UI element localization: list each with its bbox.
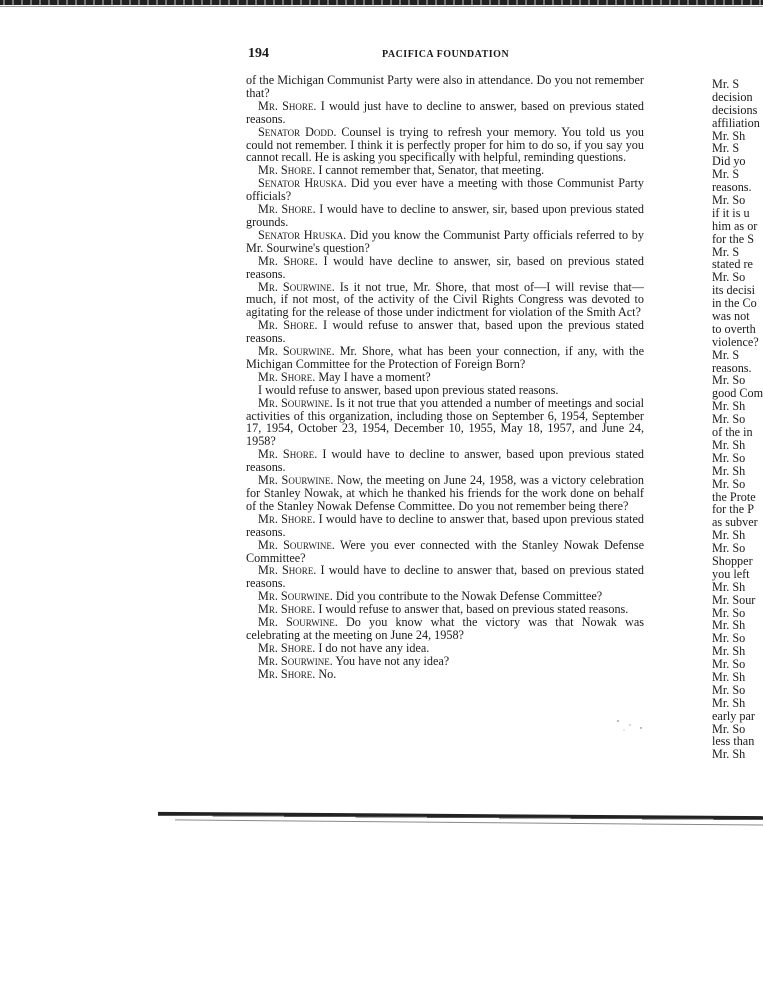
fragment-line: Mr. S [712, 78, 740, 91]
fragment-line: Did yo [712, 154, 746, 169]
speech-text: Do you know what the victory was that Nowak was celebrating at the meeting on June 24, 1958? [246, 615, 644, 642]
fragment-line: in the Co [712, 296, 757, 311]
speaker-name: Mr. Shore. [258, 447, 318, 462]
speaker-name: Mr. Sourwine. [258, 279, 335, 294]
fragment-line: Mr. So [712, 193, 746, 208]
fragment-line: was not [712, 309, 750, 324]
fragment-line: for the P [712, 502, 754, 517]
speech-text: You have not any idea? [335, 653, 450, 668]
speaker-name: Senator Hruska. [258, 227, 347, 242]
speaker-name: Senator Dodd. [258, 124, 337, 139]
fragment-line: reasons. [712, 360, 752, 375]
speaker-name: Mr. Shore. [258, 98, 317, 113]
scan-specks [610, 716, 650, 734]
fragment-line: Mr. Sh [712, 128, 746, 143]
fragment-line: Mr. So [712, 541, 746, 556]
page-number: 194 [248, 46, 269, 61]
fragment-line: Shopper [712, 553, 753, 568]
speech-text: Mr. Shore, what has been your connection, if any, with the Michigan Committee for the Protection of Foreign Born? [246, 344, 644, 371]
fragment-line: Mr. S [712, 347, 740, 362]
speaker-name: Mr. Shore. [258, 563, 317, 578]
fragment-line: less than [712, 734, 755, 749]
speaker-name: Mr. Shore. [258, 602, 316, 617]
speech-text: I would have to decline to answer that, based on previous stated reasons. [246, 563, 644, 591]
transcript-paragraph [246, 100, 644, 126]
speech-text: I would have to decline to answer, based upon previous stated reasons. [246, 447, 645, 475]
fragment-line: Mr. Sh [712, 399, 746, 414]
speech-text: Did you know the Communist Party officials referred to by Mr. Sourwine's question? [246, 227, 644, 255]
speaker-name: Senator Hruska. [258, 176, 347, 191]
speaker-name: Mr. Sourwine. [258, 395, 333, 410]
speech-text: I would have to decline to answer, sir, based upon previous stated grounds. [246, 202, 645, 229]
transcript-paragraph [246, 203, 644, 229]
transcript-paragraph [246, 564, 644, 590]
speaker-name: Mr. Shore. [258, 369, 316, 384]
fragment-line: Mr. So [712, 721, 746, 736]
transcript-paragraph [246, 74, 644, 100]
fragment-line: Mr. Sh [712, 579, 746, 594]
speaker-name: Mr. Sourwine. [258, 537, 335, 552]
transcript-paragraph [246, 345, 644, 371]
fragment-line: decisions [712, 102, 758, 117]
speech-text: I cannot remember that, Senator, that meeting. [318, 163, 545, 178]
fragment-line: early par [712, 708, 755, 723]
speaker-name: Mr. Shore. [258, 511, 316, 526]
speech-text: Did you ever have a meeting with those Communist Party officials? [246, 176, 644, 204]
fragment-line: stated re [712, 257, 753, 272]
transcript-paragraph [246, 255, 644, 281]
speech-text: I would have decline to answer, sir, based on previous stated reasons. [246, 253, 645, 281]
speech-text: I do not have any idea. [318, 640, 430, 655]
fragment-line: Mr. So [712, 682, 746, 697]
fragment-line: good Com [712, 386, 763, 401]
fragment-line: Mr. Sh [712, 618, 746, 633]
speech-text: May I have a moment? [318, 369, 431, 384]
speaker-name: Mr. Shore. [258, 202, 316, 217]
fragment-line: Mr. So [712, 631, 746, 646]
speech-text: I would have to decline to answer that, based upon previous stated reasons. [246, 511, 644, 539]
speech-text: I would refuse to answer that, based on previous stated reasons. [318, 602, 629, 617]
fragment-line: decision [712, 89, 753, 104]
transcript-paragraph [246, 513, 644, 539]
transcript-paragraph [246, 126, 644, 165]
transcript-paragraph [246, 319, 644, 345]
fragment-line: Mr. Sh [712, 437, 746, 452]
fragment-line: as subver [712, 515, 758, 530]
transcript-paragraph [246, 668, 644, 681]
fragment-line: Mr. So [712, 605, 746, 620]
transcript-paragraph [246, 397, 644, 449]
speaker-name: Mr. Shore. [258, 253, 318, 268]
speech-text: Is it not true that you attended a number of meetings and social activities of this organization, including those on September 6, 1954, September 17, 1954, October 23, 1954, December 10, 1955, May 18, 1957, and June 24, 1958? [246, 395, 644, 449]
speaker-name: Mr. Sourwine. [258, 344, 335, 359]
fragment-line: Mr. Sour [712, 592, 756, 607]
fragment-line: Mr. Sh [712, 747, 746, 762]
fragment-line: if it is u [712, 205, 750, 220]
transcript-paragraph [246, 229, 644, 255]
speech-text: No. [318, 666, 337, 681]
fragment-line: Mr. S [712, 141, 740, 156]
speaker-name: Mr. Sourwine. [258, 473, 334, 488]
transcript-paragraph [246, 539, 644, 565]
speech-text: I would refuse to answer that, based upon the previous stated reasons. [246, 318, 645, 346]
speech-text: I would refuse to answer, based upon previous stated reasons. [258, 382, 559, 397]
fragment-line: Mr. So [712, 373, 746, 388]
fragment-line: reasons. [712, 180, 752, 195]
speech-text: of the Michigan Communist Party were also in attendance. Do you not remember that? [246, 73, 644, 100]
transcript-paragraph [246, 616, 644, 642]
fragment-line: you left [712, 566, 750, 581]
fragment-line: the Prote [712, 489, 756, 504]
speaker-name: Mr. Sourwine. [258, 653, 333, 668]
fragment-line: Mr. So [712, 450, 746, 465]
top-border-rule [0, 0, 763, 5]
transcript-paragraph [246, 177, 644, 203]
speech-text: Were you ever connected with the Stanley Nowak Defense Committee? [246, 537, 644, 565]
fragment-line: Mr. Sh [712, 644, 746, 659]
running-head: PACIFICA FOUNDATION [382, 49, 510, 60]
speaker-name: Mr. Sourwine. [258, 589, 333, 604]
fragment-line: violence? [712, 334, 759, 349]
top-border-hairline [0, 6, 763, 7]
transcript-paragraph [246, 474, 644, 513]
speech-text: Did you contribute to the Nowak Defense Committee? [335, 589, 603, 604]
transcript-paragraph [246, 281, 644, 320]
fragment-line: Mr. Sh [712, 669, 746, 684]
fragment-line: Mr. Sh [712, 463, 746, 478]
fragment-line: Mr. So [712, 270, 746, 285]
fragment-line: for the S [712, 231, 754, 246]
speaker-name: Mr. Shore. [258, 666, 316, 681]
fragment-line: of the in [712, 425, 753, 440]
fragment-line: Mr. Sh [712, 528, 746, 543]
speech-text: Now, the meeting on June 24, 1958, was a victory celebration for Stanley Nowak, at which he thanked his friends for the work done on behalf of the Stanley Nowak Defense Committee. Do you not remember being there? [246, 473, 644, 513]
fragment-line: him as or [712, 218, 758, 233]
fragment-line: Mr. S [712, 244, 740, 259]
fragment-line: Mr. So [712, 476, 746, 491]
adjacent-page-fragments [712, 78, 763, 761]
speaker-name: Mr. Shore. [258, 318, 318, 333]
fragment-line: its decisi [712, 283, 755, 298]
speech-text: Counsel is trying to refresh your memory. You told us you could not remember. I think it is perfectly proper for him to do so, if you say you cannot recall. He is asking you specifically with helpful, reminding questions. [246, 124, 644, 165]
fragment-line: Mr. So [712, 657, 746, 672]
fragment-line: Mr. S [712, 167, 740, 182]
fragment-line: Mr. Sh [712, 695, 746, 710]
transcript-column [246, 74, 644, 681]
fragment-line: affiliation [712, 115, 760, 130]
fragment-line: Mr. So [712, 412, 746, 427]
fragment-line: to overth [712, 321, 756, 336]
transcript-paragraph [246, 448, 644, 474]
speech-text: Is it not true, Mr. Shore, that most of—I will revise that—much, if not most, of the activity of the Civil Rights Congress was devoted to agitating for the release of those under indictment for violation of the Smith Act? [246, 279, 644, 320]
speaker-name: Mr. Shore. [258, 640, 316, 655]
speech-text: I would just have to decline to answer, based on previous stated reasons. [246, 98, 645, 126]
speaker-name: Mr. Sourwine. [258, 615, 338, 630]
speaker-name: Mr. Shore. [258, 163, 316, 178]
